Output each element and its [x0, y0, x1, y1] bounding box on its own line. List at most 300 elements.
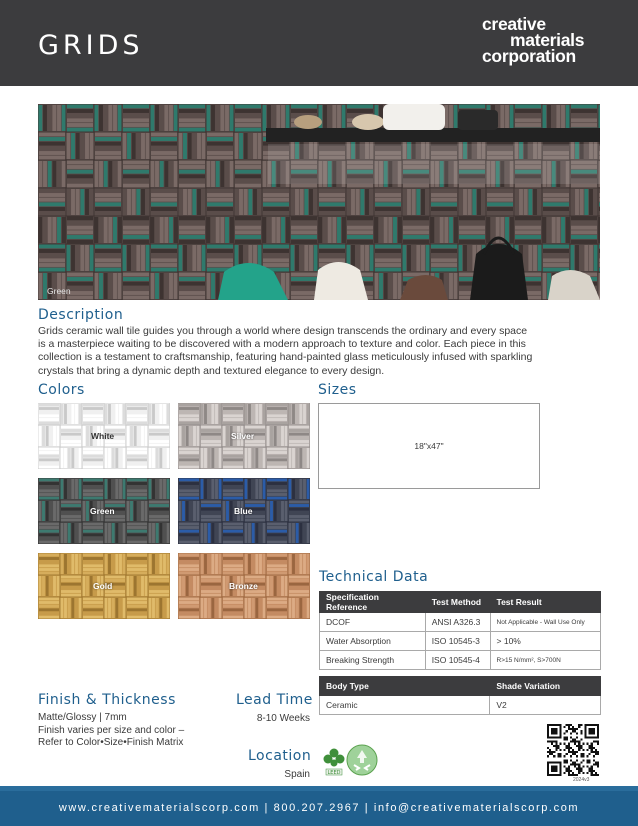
tile-strip [244, 523, 247, 543]
tile-strip [163, 448, 166, 468]
tile-strip [223, 605, 243, 608]
tile-strip [179, 533, 199, 536]
tile-strip [235, 184, 261, 188]
tile-strip [113, 105, 117, 131]
tile-strip [152, 554, 155, 574]
tile-strip [444, 217, 448, 243]
tile-strip [39, 605, 59, 608]
tile-strip [201, 500, 221, 503]
tile-strip [179, 216, 205, 220]
tile-strip [127, 537, 147, 540]
tile-strip [179, 184, 205, 188]
tile-strip [262, 161, 266, 187]
tile-strip [263, 479, 266, 499]
location-value: Spain [284, 769, 310, 780]
tile-strip [48, 105, 52, 131]
swatch-green[interactable] [38, 478, 170, 544]
qr-module [580, 745, 582, 747]
tile-strip [220, 161, 224, 187]
qr-module [553, 755, 555, 757]
tile-strip [179, 414, 199, 417]
tile-strip [183, 189, 187, 215]
tile-strip [235, 160, 261, 164]
tile-strip [244, 479, 247, 499]
tile-strip [267, 403, 287, 406]
tile-strip [179, 118, 205, 122]
tile-strip [598, 273, 600, 299]
tile-strip [375, 202, 401, 206]
tile-strip [163, 404, 166, 424]
swatch-white[interactable] [38, 403, 170, 469]
tile-strip [155, 273, 159, 299]
tile-strip [67, 174, 93, 178]
qr-module [591, 772, 593, 774]
swatch-blue[interactable] [178, 478, 310, 544]
colors-heading: Colors [38, 382, 85, 398]
tile-strip [267, 418, 287, 421]
tile-strip [543, 254, 569, 258]
tile-strip [112, 404, 115, 424]
tile-strip [375, 263, 401, 267]
tile-strip [127, 462, 147, 465]
qr-code-icon[interactable] [547, 724, 599, 776]
tile-strip [594, 245, 598, 271]
tile-strip [571, 118, 597, 122]
qr-module [564, 761, 566, 763]
tile-strip [151, 249, 177, 253]
tile-strip [207, 188, 233, 192]
qr-module [589, 768, 591, 770]
tile-strip [223, 616, 243, 619]
tile-strip [113, 217, 117, 243]
tile-strip [431, 258, 457, 262]
tile-strip [215, 448, 218, 468]
table-cell: Ceramic [320, 696, 490, 715]
tile-strip [179, 455, 199, 458]
qr-module [568, 772, 570, 774]
tile-strip [421, 189, 425, 215]
tile-strip [570, 189, 574, 215]
tile-strip [83, 537, 103, 540]
tile-strip [207, 263, 233, 267]
qr-module [580, 724, 582, 726]
tile-strip [151, 132, 177, 136]
tile-strip [307, 554, 310, 574]
tile-strip [207, 193, 233, 197]
qr-module [574, 764, 576, 766]
tile-strip [449, 105, 453, 131]
tile-strip [151, 156, 177, 160]
tile-strip [515, 226, 541, 230]
tile-strip [39, 541, 59, 544]
qr-module [578, 743, 580, 745]
qr-module [593, 751, 595, 753]
tile-strip [136, 133, 140, 159]
qr-module [580, 747, 582, 749]
tile-strip [90, 189, 94, 215]
tile-strip [159, 448, 162, 468]
tile-strip [71, 133, 75, 159]
tile-strip [566, 217, 570, 243]
tile-strip [67, 230, 93, 234]
tile-strip [235, 230, 261, 234]
tile-strip [543, 193, 569, 197]
tile-strip [211, 523, 214, 543]
tile-strip [360, 189, 364, 215]
tile-strip [67, 240, 93, 244]
tile-strip [39, 137, 65, 141]
qr-module [568, 726, 570, 728]
tile-strip [156, 554, 159, 574]
tile-strip [83, 530, 103, 533]
tile-strip [67, 165, 93, 169]
tile-strip [235, 221, 261, 225]
tile-strip [289, 575, 309, 578]
tile-strip [95, 151, 121, 155]
tile-strip [487, 212, 513, 216]
tile-strip [230, 105, 234, 131]
tile-strip [219, 479, 222, 499]
tile-strip [599, 254, 600, 258]
qr-module [564, 755, 566, 757]
tile-strip [571, 240, 597, 244]
tile-strip [454, 217, 458, 243]
tile-strip [60, 479, 63, 499]
swatch-bronze[interactable] [178, 553, 310, 619]
tile-strip [207, 198, 233, 202]
qr-module [593, 759, 595, 761]
tile-strip [309, 189, 313, 215]
tile-strip [375, 207, 401, 211]
tile-strip [267, 462, 287, 465]
tile-strip [230, 161, 234, 187]
tile-strip [141, 245, 145, 271]
tile-strip [52, 217, 56, 243]
tile-strip [60, 523, 63, 543]
tile-strip [267, 486, 287, 489]
tile-strip [289, 444, 309, 447]
tile-strip [407, 189, 411, 215]
tile-strip [151, 212, 177, 216]
tile-strip [179, 493, 199, 496]
tile-strip [188, 245, 192, 271]
tile-strip [211, 554, 214, 574]
qr-module [568, 768, 570, 770]
tile-strip [528, 189, 532, 215]
table-cell: R>15 N/mm², S>700N [490, 651, 600, 670]
tile-strip [267, 478, 287, 481]
tile-strip [272, 105, 276, 131]
tile-strip [571, 123, 597, 127]
tile-strip [38, 273, 42, 299]
qr-module [557, 755, 559, 757]
tile-strip [235, 114, 261, 118]
table-row [320, 696, 601, 715]
tile-strip [599, 212, 600, 216]
qr-module [564, 749, 566, 751]
tile-strip [259, 523, 262, 543]
tile-strip [515, 216, 541, 220]
tile-strip [83, 414, 103, 417]
qr-module [566, 759, 568, 761]
tile-strip [127, 568, 147, 571]
tile-strip [123, 174, 149, 178]
tile-strip [179, 522, 199, 525]
tile-strip [151, 137, 177, 141]
tile-strip [39, 612, 59, 615]
tile-strip [188, 133, 192, 159]
shelf-bag [383, 104, 445, 130]
tile-strip [83, 447, 103, 450]
tile-strip [524, 189, 528, 215]
tile-strip [299, 404, 302, 424]
tile-strip [61, 519, 81, 522]
brand-line-1: creative [482, 14, 546, 34]
tile-strip [179, 466, 199, 469]
tile-strip [219, 404, 222, 424]
tile-strip [267, 451, 287, 454]
column-header: Test Result [490, 592, 600, 613]
tile-strip [208, 404, 211, 424]
qr-module [570, 732, 572, 734]
tile-strip [183, 133, 187, 159]
tile-strip [149, 425, 169, 428]
tile-strip [68, 598, 71, 618]
tile-strip [79, 554, 82, 574]
tile-strip [39, 258, 65, 262]
tile-strip [95, 258, 121, 262]
tile-strip [146, 133, 150, 159]
tile-strip [79, 523, 82, 543]
size-diagram [318, 403, 540, 489]
tile-strip [267, 407, 287, 410]
tile-strip [83, 522, 103, 525]
tile-strip [510, 217, 514, 243]
tile-strip [288, 448, 291, 468]
tile-strip [39, 254, 65, 258]
tile-strip [263, 598, 266, 618]
tile-strip [167, 554, 170, 574]
tile-strip [303, 479, 306, 499]
tile-strip [179, 418, 199, 421]
tile-strip [263, 554, 266, 574]
tile-strip [263, 448, 266, 468]
tile-strip [48, 161, 52, 187]
tile-strip [245, 500, 265, 503]
tile-strip [76, 133, 80, 159]
tile-strip [263, 202, 289, 206]
tile-strip [174, 105, 178, 131]
tile-strip [204, 554, 207, 574]
tile-strip [292, 523, 295, 543]
tile-strip [94, 161, 98, 187]
tile-strip [328, 217, 332, 243]
tile-strip [235, 109, 261, 113]
qr-module [570, 724, 572, 726]
tile-strip [244, 598, 247, 618]
tile-strip [255, 554, 258, 574]
tile-strip [179, 109, 205, 113]
tile-strip [482, 189, 486, 215]
tile-strip [556, 105, 560, 131]
tile-strip [267, 568, 287, 571]
table-row [320, 613, 601, 632]
tile-strip [332, 105, 336, 131]
tile-strip [94, 105, 98, 131]
qr-module [589, 753, 591, 755]
tile-strip [39, 462, 59, 465]
swatch-label: Gold [93, 581, 113, 591]
tile-strip [179, 403, 199, 406]
tile-strip [288, 554, 291, 574]
tile-strip [123, 170, 149, 174]
tile-strip [347, 109, 373, 113]
tile-strip [127, 466, 147, 469]
tile-strip [248, 133, 252, 159]
tile-strip [431, 249, 457, 253]
tile-strip [542, 105, 546, 131]
tile-strip [94, 273, 98, 299]
footer-contact[interactable]: www.creativematerialscorp.com | 800.207.2967 | info@creativematerialscorp.com [58, 802, 580, 814]
tile-strip [113, 161, 117, 187]
tile-strip [319, 212, 345, 216]
tile-strip [83, 597, 103, 600]
tile-strip [127, 411, 147, 414]
qr-module [559, 743, 561, 745]
tile-strip [79, 448, 82, 468]
shelf-bag [458, 110, 498, 130]
qr-module [589, 770, 591, 772]
tile-strip [127, 533, 147, 536]
qr-module [578, 724, 580, 726]
tile-strip [179, 478, 199, 481]
qr-module [582, 755, 584, 757]
tile-strip [83, 572, 103, 575]
tile-strip [253, 133, 257, 159]
swatch-silver[interactable] [178, 403, 310, 469]
tile-strip [76, 245, 80, 271]
tile-strip [95, 193, 121, 197]
tile-strip [356, 189, 360, 215]
tile-strip [61, 444, 81, 447]
qr-module [549, 751, 551, 753]
tile-strip [39, 263, 65, 267]
tile-strip [375, 188, 401, 192]
tile-strip [71, 479, 74, 499]
finish-heading: Finish & Thickness [38, 692, 176, 708]
tile-strip [179, 482, 199, 485]
tile-strip [561, 217, 565, 243]
tile-strip [62, 217, 66, 243]
tile-strip [477, 189, 481, 215]
tile-strip [543, 212, 569, 216]
table-cell: Breaking Strength [320, 651, 426, 670]
tile-strip [263, 244, 289, 248]
header-bar [0, 0, 638, 86]
qr-module [591, 745, 593, 747]
tile-strip [347, 240, 373, 244]
tile-strip [104, 217, 108, 243]
tile-strip [127, 553, 147, 556]
tile-strip [487, 198, 513, 202]
tile-strip [263, 523, 266, 543]
tile-strip [76, 189, 80, 215]
tile-strip [179, 526, 199, 529]
tile-strip [123, 104, 149, 108]
tile-strip [211, 598, 214, 618]
tile-strip [258, 189, 262, 215]
tile-strip [64, 404, 67, 424]
tile-strip [127, 572, 147, 575]
tile-strip [67, 123, 93, 127]
tile-strip [118, 105, 122, 131]
tile-strip [584, 189, 588, 215]
tile-strip [347, 226, 373, 230]
tile-strip [67, 216, 93, 220]
qr-module [587, 761, 589, 763]
location-heading: Location [248, 748, 312, 764]
qr-module [595, 753, 597, 755]
tile-strip [599, 207, 600, 211]
tile-strip [248, 448, 251, 468]
tile-strip [155, 105, 159, 131]
qr-module [591, 770, 593, 772]
tile-strip [39, 193, 65, 197]
tile-strip [83, 493, 103, 496]
tile-strip [248, 479, 251, 499]
tile-strip [292, 448, 295, 468]
qr-module [580, 768, 582, 770]
tile-strip [159, 523, 162, 543]
qr-module [597, 761, 599, 763]
tile-strip [39, 212, 65, 216]
qr-module [587, 759, 589, 761]
tile-strip [267, 526, 287, 529]
tile-strip [515, 235, 541, 239]
qr-module [547, 747, 549, 749]
swatch-gold[interactable] [38, 553, 170, 619]
tile-strip [104, 404, 107, 424]
tile-strip [223, 414, 243, 417]
tile-strip [152, 448, 155, 468]
tile-strip [259, 554, 262, 574]
tile-strip [487, 207, 513, 211]
tile-strip [83, 553, 103, 556]
tile-strip [99, 273, 103, 299]
tile-strip [505, 217, 509, 243]
tile-strip [95, 142, 121, 146]
tile-strip [204, 479, 207, 499]
tile-strip [39, 572, 59, 575]
tile-strip [263, 258, 289, 262]
tile-strip [179, 123, 205, 127]
tile-strip [234, 189, 238, 215]
qr-module [572, 728, 574, 730]
tile-strip [95, 188, 121, 192]
tile-strip [119, 554, 122, 574]
tile-strip [179, 572, 199, 575]
tile-strip [215, 404, 218, 424]
tile-strip [38, 105, 42, 131]
tile-strip [235, 165, 261, 169]
tile-strip [515, 109, 541, 113]
tile-strip [151, 202, 177, 206]
tile-strip [118, 273, 122, 299]
tile-strip [398, 217, 402, 243]
tile-strip [337, 217, 341, 243]
qr-module [572, 774, 574, 776]
qr-module [572, 741, 574, 743]
